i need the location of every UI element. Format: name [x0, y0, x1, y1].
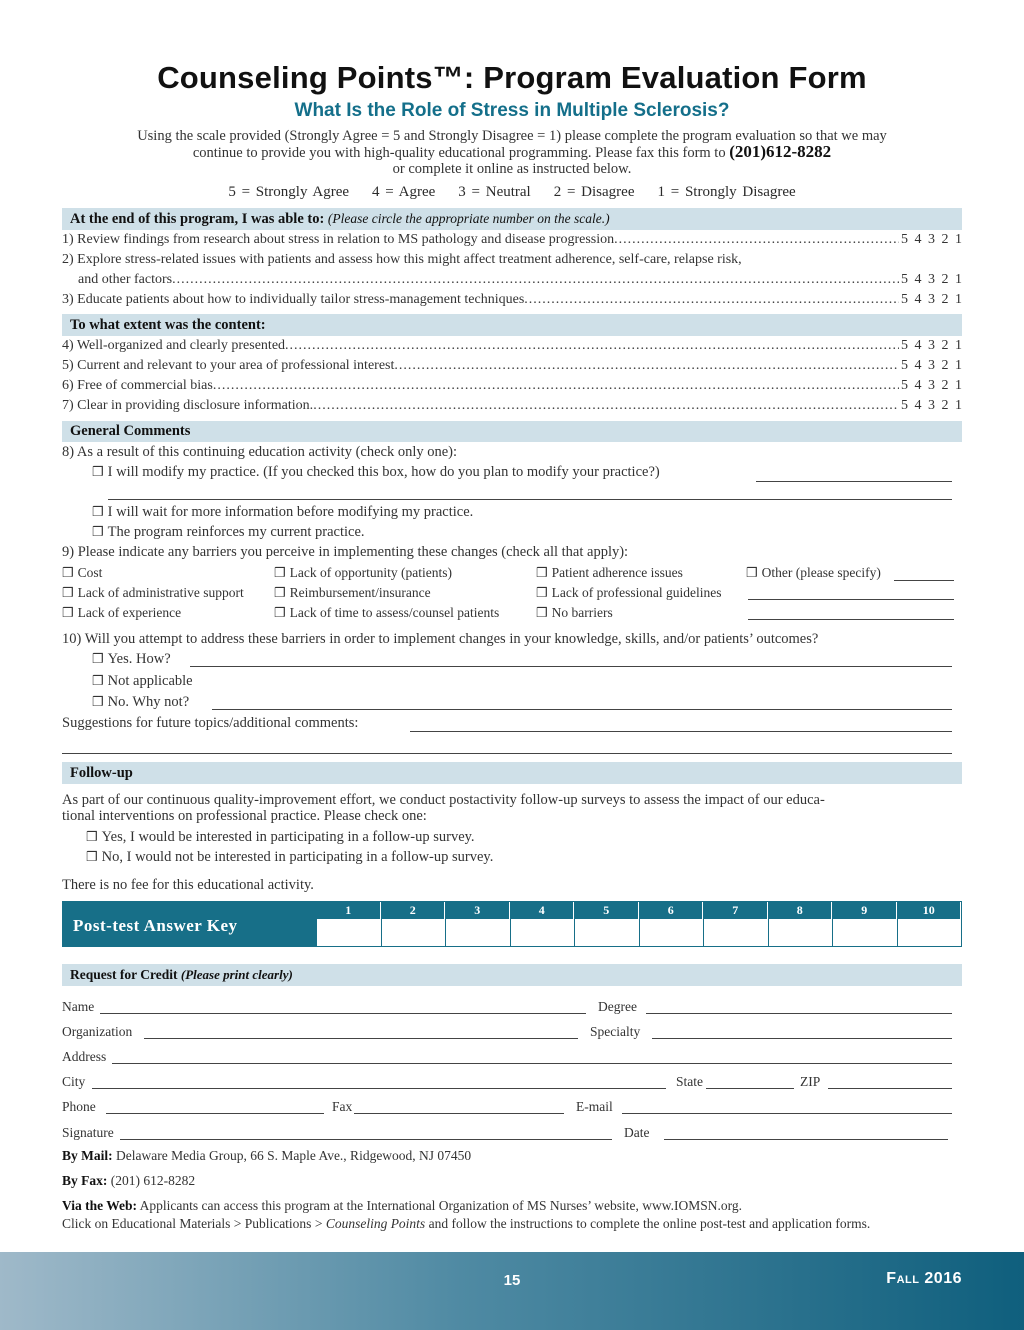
- barrier-adherence[interactable]: [536, 565, 683, 581]
- rating-item-7[interactable]: [62, 398, 962, 414]
- barrier-other-label: Other (please specify): [761, 565, 881, 580]
- barrier-adherence-label: Patient adherence issues: [551, 565, 683, 580]
- barrier-time-label: Lack of time to assess/counsel patients: [289, 605, 500, 620]
- answer-key-cell[interactable]: [832, 902, 897, 946]
- zip-field[interactable]: [828, 1088, 952, 1089]
- email-field[interactable]: [622, 1113, 952, 1114]
- barrier-reimbursement[interactable]: [274, 585, 431, 601]
- rating-item-6-text: 6) Free of commercial bias: [62, 378, 213, 393]
- answer-key-input[interactable]: [640, 919, 704, 946]
- rating-item-7-scale[interactable]: 5 4 3 2 1: [901, 398, 962, 413]
- rating-item-3-scale[interactable]: 5 4 3 2 1: [901, 292, 962, 307]
- section-objectives-note: (Please circle the appropriate number on the scale.): [327, 211, 610, 226]
- zip-label: ZIP: [800, 1074, 821, 1089]
- answer-key-label: Post-test Answer Key: [63, 902, 316, 946]
- barrier-time[interactable]: [274, 605, 499, 621]
- answer-key-cells: [316, 902, 961, 946]
- phone-label: Phone: [62, 1099, 96, 1114]
- q8-option-modify[interactable]: [92, 464, 660, 481]
- post-test-answer-key: [62, 901, 962, 947]
- rating-item-4-text: 4) Well-organized and clearly presented: [62, 338, 286, 353]
- credit-heading-note: (Please print clearly): [180, 967, 293, 982]
- q10-option-na-label: Not applicable: [107, 673, 193, 689]
- rating-item-1-text: 1) Review findings from research about stress in relation to MS pathology and disease progression: [62, 232, 615, 247]
- rating-item-5-scale[interactable]: 5 4 3 2 1: [901, 358, 962, 373]
- rating-item-5[interactable]: [62, 358, 962, 374]
- rating-item-7-text: 7) Clear in providing disclosure information.: [62, 398, 314, 413]
- answer-key-cell[interactable]: [574, 902, 639, 946]
- barrier-cost[interactable]: [62, 565, 102, 581]
- address-field[interactable]: [112, 1063, 952, 1064]
- rating-item-4[interactable]: [62, 338, 962, 354]
- checkbox-icon[interactable]: ❒: [536, 585, 548, 600]
- suggestions-line-1[interactable]: [410, 731, 952, 732]
- q10-option-yes[interactable]: [92, 651, 171, 668]
- followup-option-no[interactable]: [86, 849, 493, 866]
- specialty-label: Specialty: [590, 1024, 641, 1039]
- issue-season: Fall 2016: [886, 1270, 962, 1287]
- q8-modify-answer-line-2[interactable]: [108, 499, 952, 500]
- checkbox-icon[interactable]: ❒: [92, 524, 104, 539]
- answer-key-cell[interactable]: [768, 902, 833, 946]
- answer-key-question-number: 2: [382, 902, 446, 919]
- address-label: Address: [62, 1049, 107, 1064]
- rating-item-6[interactable]: [62, 378, 962, 394]
- answer-key-input[interactable]: [446, 919, 510, 946]
- answer-key-input[interactable]: [898, 919, 962, 946]
- barrier-admin-support-label: Lack of administrative support: [77, 585, 244, 600]
- answer-key-question-number: 5: [575, 902, 639, 919]
- barrier-guidelines[interactable]: [536, 585, 721, 601]
- general-comments-heading: General Comments: [62, 421, 962, 442]
- rating-item-2-scale[interactable]: 5 4 3 2 1: [901, 272, 962, 287]
- state-field[interactable]: [706, 1088, 794, 1089]
- answer-key-cell[interactable]: [316, 902, 381, 946]
- date-label: Date: [624, 1125, 650, 1140]
- checkbox-icon[interactable]: ❒: [274, 605, 286, 620]
- suggestions-label: Suggestions for future topics/additional comments:: [62, 715, 359, 731]
- rating-item-6-scale[interactable]: 5 4 3 2 1: [901, 378, 962, 393]
- checkbox-icon[interactable]: ❒: [274, 565, 286, 580]
- rating-scale-legend: 5 = Strongly Agree 4 = Agree 3 = Neutral 2 = Disagree 1 = Strongly Disagree: [228, 184, 796, 200]
- answer-key-input[interactable]: [575, 919, 639, 946]
- answer-key-input[interactable]: [704, 919, 768, 946]
- fax-label: Fax: [332, 1099, 353, 1114]
- web-text: Applicants can access this program at the International Organization of MS Nurses’ website, www.IOMSN.org.: [139, 1198, 743, 1213]
- answer-key-cell[interactable]: [510, 902, 575, 946]
- answer-key-question-number: 7: [704, 902, 768, 919]
- intro-line-1: Using the scale provided (Strongly Agree = 5 and Strongly Disagree = 1) please complete the program evaluation so that we may: [137, 128, 887, 144]
- web-label: Via the Web:: [62, 1198, 138, 1213]
- city-label: City: [62, 1074, 86, 1089]
- question-9: 9) Please indicate any barriers you perceive in implementing these changes (check all that apply):: [62, 544, 629, 560]
- answer-key-cell[interactable]: [381, 902, 446, 946]
- rating-item-4-scale[interactable]: 5 4 3 2 1: [901, 338, 962, 353]
- followup-heading: Follow-up: [62, 762, 962, 784]
- checkbox-icon[interactable]: ❒: [746, 565, 758, 580]
- answer-key-question-number: 9: [833, 902, 897, 919]
- rating-item-3[interactable]: [62, 292, 962, 308]
- barrier-opportunity-label: Lack of opportunity (patients): [289, 565, 452, 580]
- followup-option-no-label: No, I would not be interested in participating in a follow-up survey.: [101, 849, 494, 865]
- barrier-reimbursement-label: Reimbursement/insurance: [289, 585, 431, 600]
- page-title: Counseling Points™: Program Evaluation Form: [157, 60, 867, 95]
- checkbox-icon[interactable]: ❒: [536, 605, 548, 620]
- section-objectives-title: At the end of this program, I was able to:: [70, 211, 325, 227]
- name-label: Name: [62, 999, 95, 1014]
- rating-item-5-text: 5) Current and relevant to your area of professional interest: [62, 358, 395, 373]
- checkbox-icon[interactable]: ❒: [62, 585, 74, 600]
- answer-key-input[interactable]: [769, 919, 833, 946]
- q8-option-wait-label: I will wait for more information before modifying my practice.: [107, 504, 474, 520]
- no-fee-statement: There is no fee for this educational activity.: [62, 877, 314, 893]
- intro-line-2: [60, 144, 964, 161]
- q8-option-modify-label: I will modify my practice. (If you checked this box, how do you plan to modify your practice?): [107, 464, 660, 480]
- answer-key-question-number: 6: [640, 902, 704, 919]
- degree-field[interactable]: [646, 1013, 952, 1014]
- q10-yes-answer-line[interactable]: [190, 666, 952, 667]
- followup-text-2: tional interventions on professional practice. Please check one:: [62, 808, 427, 824]
- state-label: State: [676, 1074, 703, 1089]
- answer-key-input[interactable]: [833, 919, 897, 946]
- organization-field[interactable]: [144, 1038, 578, 1039]
- q10-option-no-label: No. Why not?: [107, 694, 190, 710]
- followup-option-yes-label: Yes, I would be interested in participating in a follow-up survey.: [101, 829, 475, 845]
- checkbox-icon[interactable]: ❒: [86, 849, 98, 864]
- rating-item-1-scale[interactable]: 5 4 3 2 1: [901, 232, 962, 247]
- fax-number: (201)612-8282: [729, 142, 832, 161]
- page-footer: [0, 1252, 1024, 1330]
- question-8: 8) As a result of this continuing education activity (check only one):: [62, 444, 458, 460]
- intro-line-2-text: continue to provide you with high-quality educational programming. Please fax this form to: [192, 145, 726, 161]
- organization-label: Organization: [62, 1024, 133, 1039]
- web-line2-b: and follow the instructions to complete the online post-test and application forms.: [428, 1216, 871, 1231]
- checkbox-icon[interactable]: ❒: [92, 651, 104, 666]
- page-number: 15: [503, 1272, 521, 1289]
- phone-field[interactable]: [106, 1113, 324, 1114]
- answer-key-cell[interactable]: [445, 902, 510, 946]
- intro-text: [60, 128, 964, 177]
- checkbox-icon[interactable]: ❒: [274, 585, 286, 600]
- q10-option-no[interactable]: [92, 694, 189, 711]
- barrier-other-line-1[interactable]: [894, 580, 954, 581]
- barrier-cost-label: Cost: [77, 565, 103, 580]
- web-instructions-line-2: [62, 1216, 870, 1232]
- signature-field[interactable]: [120, 1139, 612, 1140]
- checkbox-icon[interactable]: ❒: [92, 464, 104, 479]
- barrier-other-line-3[interactable]: [748, 619, 954, 620]
- credit-heading-title: Request for Credit: [70, 967, 178, 982]
- web-instructions: [62, 1198, 742, 1214]
- answer-key-question-number: 8: [769, 902, 833, 919]
- degree-label: Degree: [598, 999, 637, 1014]
- answer-key-cell[interactable]: [639, 902, 704, 946]
- q8-modify-answer-line[interactable]: [756, 481, 952, 482]
- signature-label: Signature: [62, 1125, 114, 1140]
- q10-option-na[interactable]: [92, 673, 193, 690]
- checkbox-icon[interactable]: ❒: [536, 565, 548, 580]
- fax-instructions-label: By Fax:: [62, 1173, 108, 1188]
- checkbox-icon[interactable]: ❒: [62, 565, 74, 580]
- rating-item-1[interactable]: [62, 232, 962, 248]
- answer-key-input[interactable]: [382, 919, 446, 946]
- checkbox-icon[interactable]: ❒: [92, 694, 104, 709]
- barrier-other-line-2[interactable]: [748, 599, 954, 600]
- checkbox-icon[interactable]: ❒: [86, 829, 98, 844]
- suggestions-line-2[interactable]: [62, 753, 952, 754]
- q10-option-yes-label: Yes. How?: [107, 651, 171, 667]
- answer-key-question-number: 10: [898, 902, 962, 919]
- mail-address: Delaware Media Group, 66 S. Maple Ave., Ridgewood, NJ 07450: [116, 1148, 472, 1163]
- answer-key-input[interactable]: [511, 919, 575, 946]
- email-label: E-mail: [576, 1099, 613, 1114]
- credit-heading: [62, 964, 962, 986]
- answer-key-question-number: 4: [511, 902, 575, 919]
- name-field[interactable]: [100, 1013, 586, 1014]
- question-10: 10) Will you attempt to address these barriers in order to implement changes in your knowledge, skills, and/or patients’ outcomes?: [62, 631, 819, 647]
- q8-option-reinforces-label: The program reinforces my current practice.: [107, 524, 365, 540]
- fax-field[interactable]: [354, 1113, 564, 1114]
- section-objectives-heading: [62, 208, 962, 230]
- answer-key-question-number: 1: [317, 902, 381, 919]
- checkbox-icon[interactable]: ❒: [62, 605, 74, 620]
- mail-instructions: [62, 1148, 471, 1164]
- section-content-heading: To what extent was the content:: [62, 314, 962, 336]
- rating-item-2-text: 2) Explore stress-related issues with patients and assess how this might affect treatment adherence, self-care, relapse risk,: [62, 252, 742, 267]
- web-line2-publication: Counseling Points: [325, 1216, 426, 1231]
- rating-item-2-line-1: [62, 252, 962, 268]
- date-field[interactable]: [664, 1139, 948, 1140]
- fax-instructions-number: (201) 612-8282: [110, 1173, 196, 1188]
- answer-key-question-number: 3: [446, 902, 510, 919]
- city-field[interactable]: [92, 1088, 666, 1089]
- barrier-opportunity[interactable]: [274, 565, 452, 581]
- barrier-none[interactable]: [536, 605, 613, 621]
- q10-no-answer-line[interactable]: [212, 709, 952, 710]
- q8-option-wait[interactable]: [92, 504, 473, 521]
- mail-label: By Mail:: [62, 1148, 113, 1163]
- rating-item-3-text: 3) Educate patients about how to individually tailor stress-management techniques: [62, 292, 525, 307]
- q8-option-reinforces[interactable]: [92, 524, 365, 541]
- answer-key-cell[interactable]: [897, 902, 962, 946]
- rating-item-2-text-b: and other factors: [78, 272, 173, 287]
- barrier-admin-support[interactable]: [62, 585, 244, 601]
- followup-option-yes[interactable]: [86, 829, 475, 846]
- barrier-guidelines-label: Lack of professional guidelines: [551, 585, 722, 600]
- barrier-none-label: No barriers: [551, 605, 613, 620]
- specialty-field[interactable]: [652, 1038, 952, 1039]
- checkbox-icon[interactable]: ❒: [92, 673, 104, 688]
- barrier-experience[interactable]: [62, 605, 181, 621]
- answer-key-cell[interactable]: [703, 902, 768, 946]
- checkbox-icon[interactable]: ❒: [92, 504, 104, 519]
- followup-text-1: As part of our continuous quality-improvement effort, we conduct postactivity follow-up surveys to assess the impact of our educa-: [62, 792, 825, 808]
- fax-instructions: [62, 1173, 195, 1189]
- answer-key-input[interactable]: [317, 919, 381, 946]
- barrier-experience-label: Lack of experience: [77, 605, 182, 620]
- barrier-other[interactable]: [746, 565, 881, 581]
- web-line2-a: Click on Educational Materials > Publications >: [62, 1216, 323, 1231]
- rating-item-2[interactable]: [62, 272, 962, 288]
- intro-line-3: or complete it online as instructed below.: [392, 161, 632, 177]
- page-subtitle: What Is the Role of Stress in Multiple Sclerosis?: [294, 100, 730, 121]
